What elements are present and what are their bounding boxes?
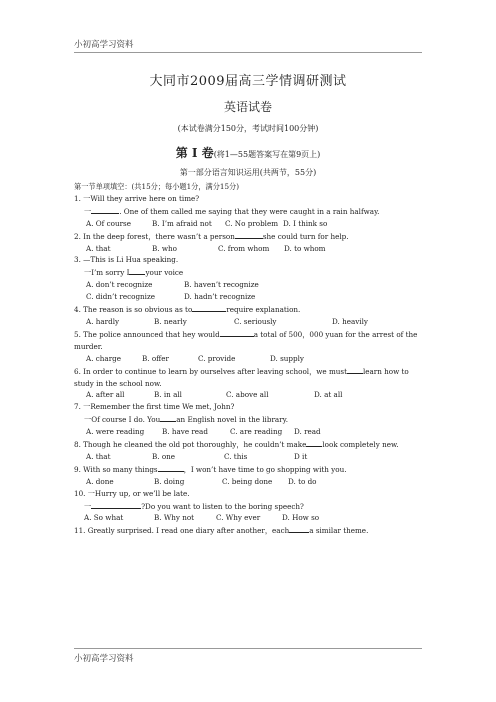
question-8-options xyxy=(74,451,424,463)
part-heading: 第一部分语言知识运用(共两节，55分) xyxy=(179,168,317,177)
question-2 xyxy=(74,230,424,243)
q11-text-b: a similar theme. xyxy=(309,526,369,536)
option-d: D it xyxy=(294,451,308,461)
option-a: A. charge xyxy=(86,353,121,363)
option-b: B. haven’t recognize xyxy=(184,280,259,290)
option-c: C. being done xyxy=(222,476,273,486)
question-6-options xyxy=(74,389,424,401)
volume-label: 第 Ⅰ 卷 xyxy=(175,146,214,160)
question-1-options xyxy=(74,218,424,230)
option-c: C. seriously xyxy=(234,316,277,326)
answer-blank xyxy=(129,266,145,275)
question-6 xyxy=(74,365,424,390)
question-7-reply xyxy=(74,413,424,426)
option-b: B. Why not xyxy=(154,513,195,523)
option-b: B. offer xyxy=(142,353,169,363)
exam-title: 大同市2009届高三学情调研测试 xyxy=(149,74,347,89)
q4-text-a: 4. The reason is so obvious as to xyxy=(74,305,193,315)
option-d: D. read xyxy=(294,427,321,437)
q1-text-a: 一 xyxy=(84,206,92,216)
question-10-reply xyxy=(74,500,424,513)
q9-text-a: 9. With so many things xyxy=(74,464,158,474)
option-b: B. nearly xyxy=(154,316,187,326)
answer-blank xyxy=(235,230,263,239)
answer-blank xyxy=(306,438,322,447)
q11-text-a: 11. Greatly surprised. I read one diary after another，each xyxy=(74,526,290,536)
option-a: A. that xyxy=(86,243,111,253)
option-d: D. heavily xyxy=(332,316,368,326)
option-c: C. didn’t recognize xyxy=(86,292,156,302)
answer-blank xyxy=(347,365,363,374)
page-footer: 小初高学习资料 xyxy=(74,654,134,664)
question-2-options xyxy=(74,243,424,255)
q3-text-a: 一I’m sorry I xyxy=(84,268,130,278)
question-5-options xyxy=(74,353,424,365)
question-5 xyxy=(74,328,424,353)
option-d: D. supply xyxy=(270,353,304,363)
question-11 xyxy=(74,524,424,537)
option-c: C. No problem xyxy=(225,218,279,228)
answer-blank xyxy=(289,524,309,533)
option-a: A. after all xyxy=(86,390,125,400)
page-header: 小初高学习资料 xyxy=(74,40,134,50)
header-divider xyxy=(74,52,422,53)
q1-text-b: . One of them called me saying that they were caught in a rain halfway. xyxy=(119,206,380,216)
option-b: B. one xyxy=(152,451,176,461)
question-7: 7. 一Remember the first time We met, John? xyxy=(74,402,235,412)
question-10-options xyxy=(74,512,424,524)
q3-text-b: your voice xyxy=(145,268,184,278)
q7-text-b: an English novel in the library. xyxy=(176,415,288,425)
option-b: B. I’m afraid not xyxy=(152,218,212,228)
option-a: A. hardly xyxy=(86,316,120,326)
exam-subtitle: 英语试卷 xyxy=(223,100,272,114)
question-3-reply xyxy=(74,266,424,279)
option-c: C. are reading xyxy=(230,427,283,437)
question-3-options-row2 xyxy=(74,291,424,303)
q8-text-b: look completely new. xyxy=(322,440,399,450)
q7-text-a: 一Of course I do. You xyxy=(84,415,161,425)
q4-text-b: require explanation. xyxy=(226,305,301,315)
option-b: B. have read xyxy=(162,427,208,437)
option-c: C. above all xyxy=(226,390,269,400)
q5-text-a: 5. The police announced that hey would xyxy=(74,329,220,339)
q10-text-b: ?Do you want to listen to the boring speech? xyxy=(141,501,304,511)
option-c: C. Why ever xyxy=(216,513,261,523)
option-c: C. this xyxy=(224,451,248,461)
answer-blank xyxy=(91,500,141,509)
question-9-options xyxy=(74,476,424,488)
answer-blank xyxy=(158,463,184,472)
option-a: A. don’t recognize xyxy=(86,280,153,290)
q6-text-a: 6. In order to continue to learn by ourselves after leaving school，we must xyxy=(74,366,347,376)
option-d: D. to whom xyxy=(284,243,326,253)
volume-desc: (将1—55题答案写在第9页上) xyxy=(213,150,321,159)
option-a: A. were reading xyxy=(86,427,145,437)
question-1-reply xyxy=(74,205,424,218)
question-1: 1. 一Will they arrive here on time? xyxy=(74,193,200,203)
option-a: A. Of course xyxy=(86,218,131,228)
option-a: A. So what xyxy=(84,513,124,523)
question-10: 10. 一Hurry up, or we’ll be late. xyxy=(74,488,190,498)
exam-note: (本试卷满分150分，考试时间100分钟) xyxy=(177,124,319,133)
answer-blank xyxy=(160,413,176,422)
question-list xyxy=(74,181,424,537)
option-d: D. hadn’t recognize xyxy=(184,292,256,302)
option-b: B. who xyxy=(152,243,177,253)
section-heading: 第一节单项填空：(共15分；每小题1分，满分15分) xyxy=(74,182,240,191)
answer-blank xyxy=(91,205,119,214)
question-8 xyxy=(74,438,424,451)
q10-text-a: 一 xyxy=(84,501,92,511)
option-d: D. I think so xyxy=(283,218,328,228)
q2-text-b: she could turn for help. xyxy=(262,231,349,241)
option-d: D. How so xyxy=(282,513,320,523)
option-b: B. doing xyxy=(154,476,185,486)
option-c: C. provide xyxy=(198,353,236,363)
answer-blank xyxy=(220,328,254,337)
option-d: D. to do xyxy=(288,476,317,486)
q5-text-b: a total of 500，000 yuan for the arrest of the murder. xyxy=(74,329,418,351)
question-3: 3. —This is Li Hua speaking. xyxy=(74,255,179,265)
option-c: C. from whom xyxy=(218,243,270,253)
answer-blank xyxy=(192,303,226,312)
question-3-options-row1 xyxy=(74,279,424,291)
option-a: A. that xyxy=(86,451,111,461)
question-9 xyxy=(74,463,424,476)
question-4-options xyxy=(74,316,424,328)
option-d: D. at all xyxy=(314,390,343,400)
option-b: B. in all xyxy=(154,390,182,400)
q2-text-a: 2. In the deep forest，there wasn’t a person xyxy=(74,231,235,241)
q6-text-b: learn how to study in the school now. xyxy=(74,366,409,388)
option-a: A. done xyxy=(86,476,114,486)
q9-text-b: ，I won’t have time to go shopping with you. xyxy=(183,464,347,474)
question-4 xyxy=(74,303,424,316)
question-7-options xyxy=(74,426,424,438)
footer-divider xyxy=(74,648,422,649)
volume-heading xyxy=(0,144,496,161)
q8-text-a: 8. Though he cleaned the old pot thoroughly，he couldn’t make xyxy=(74,440,307,450)
